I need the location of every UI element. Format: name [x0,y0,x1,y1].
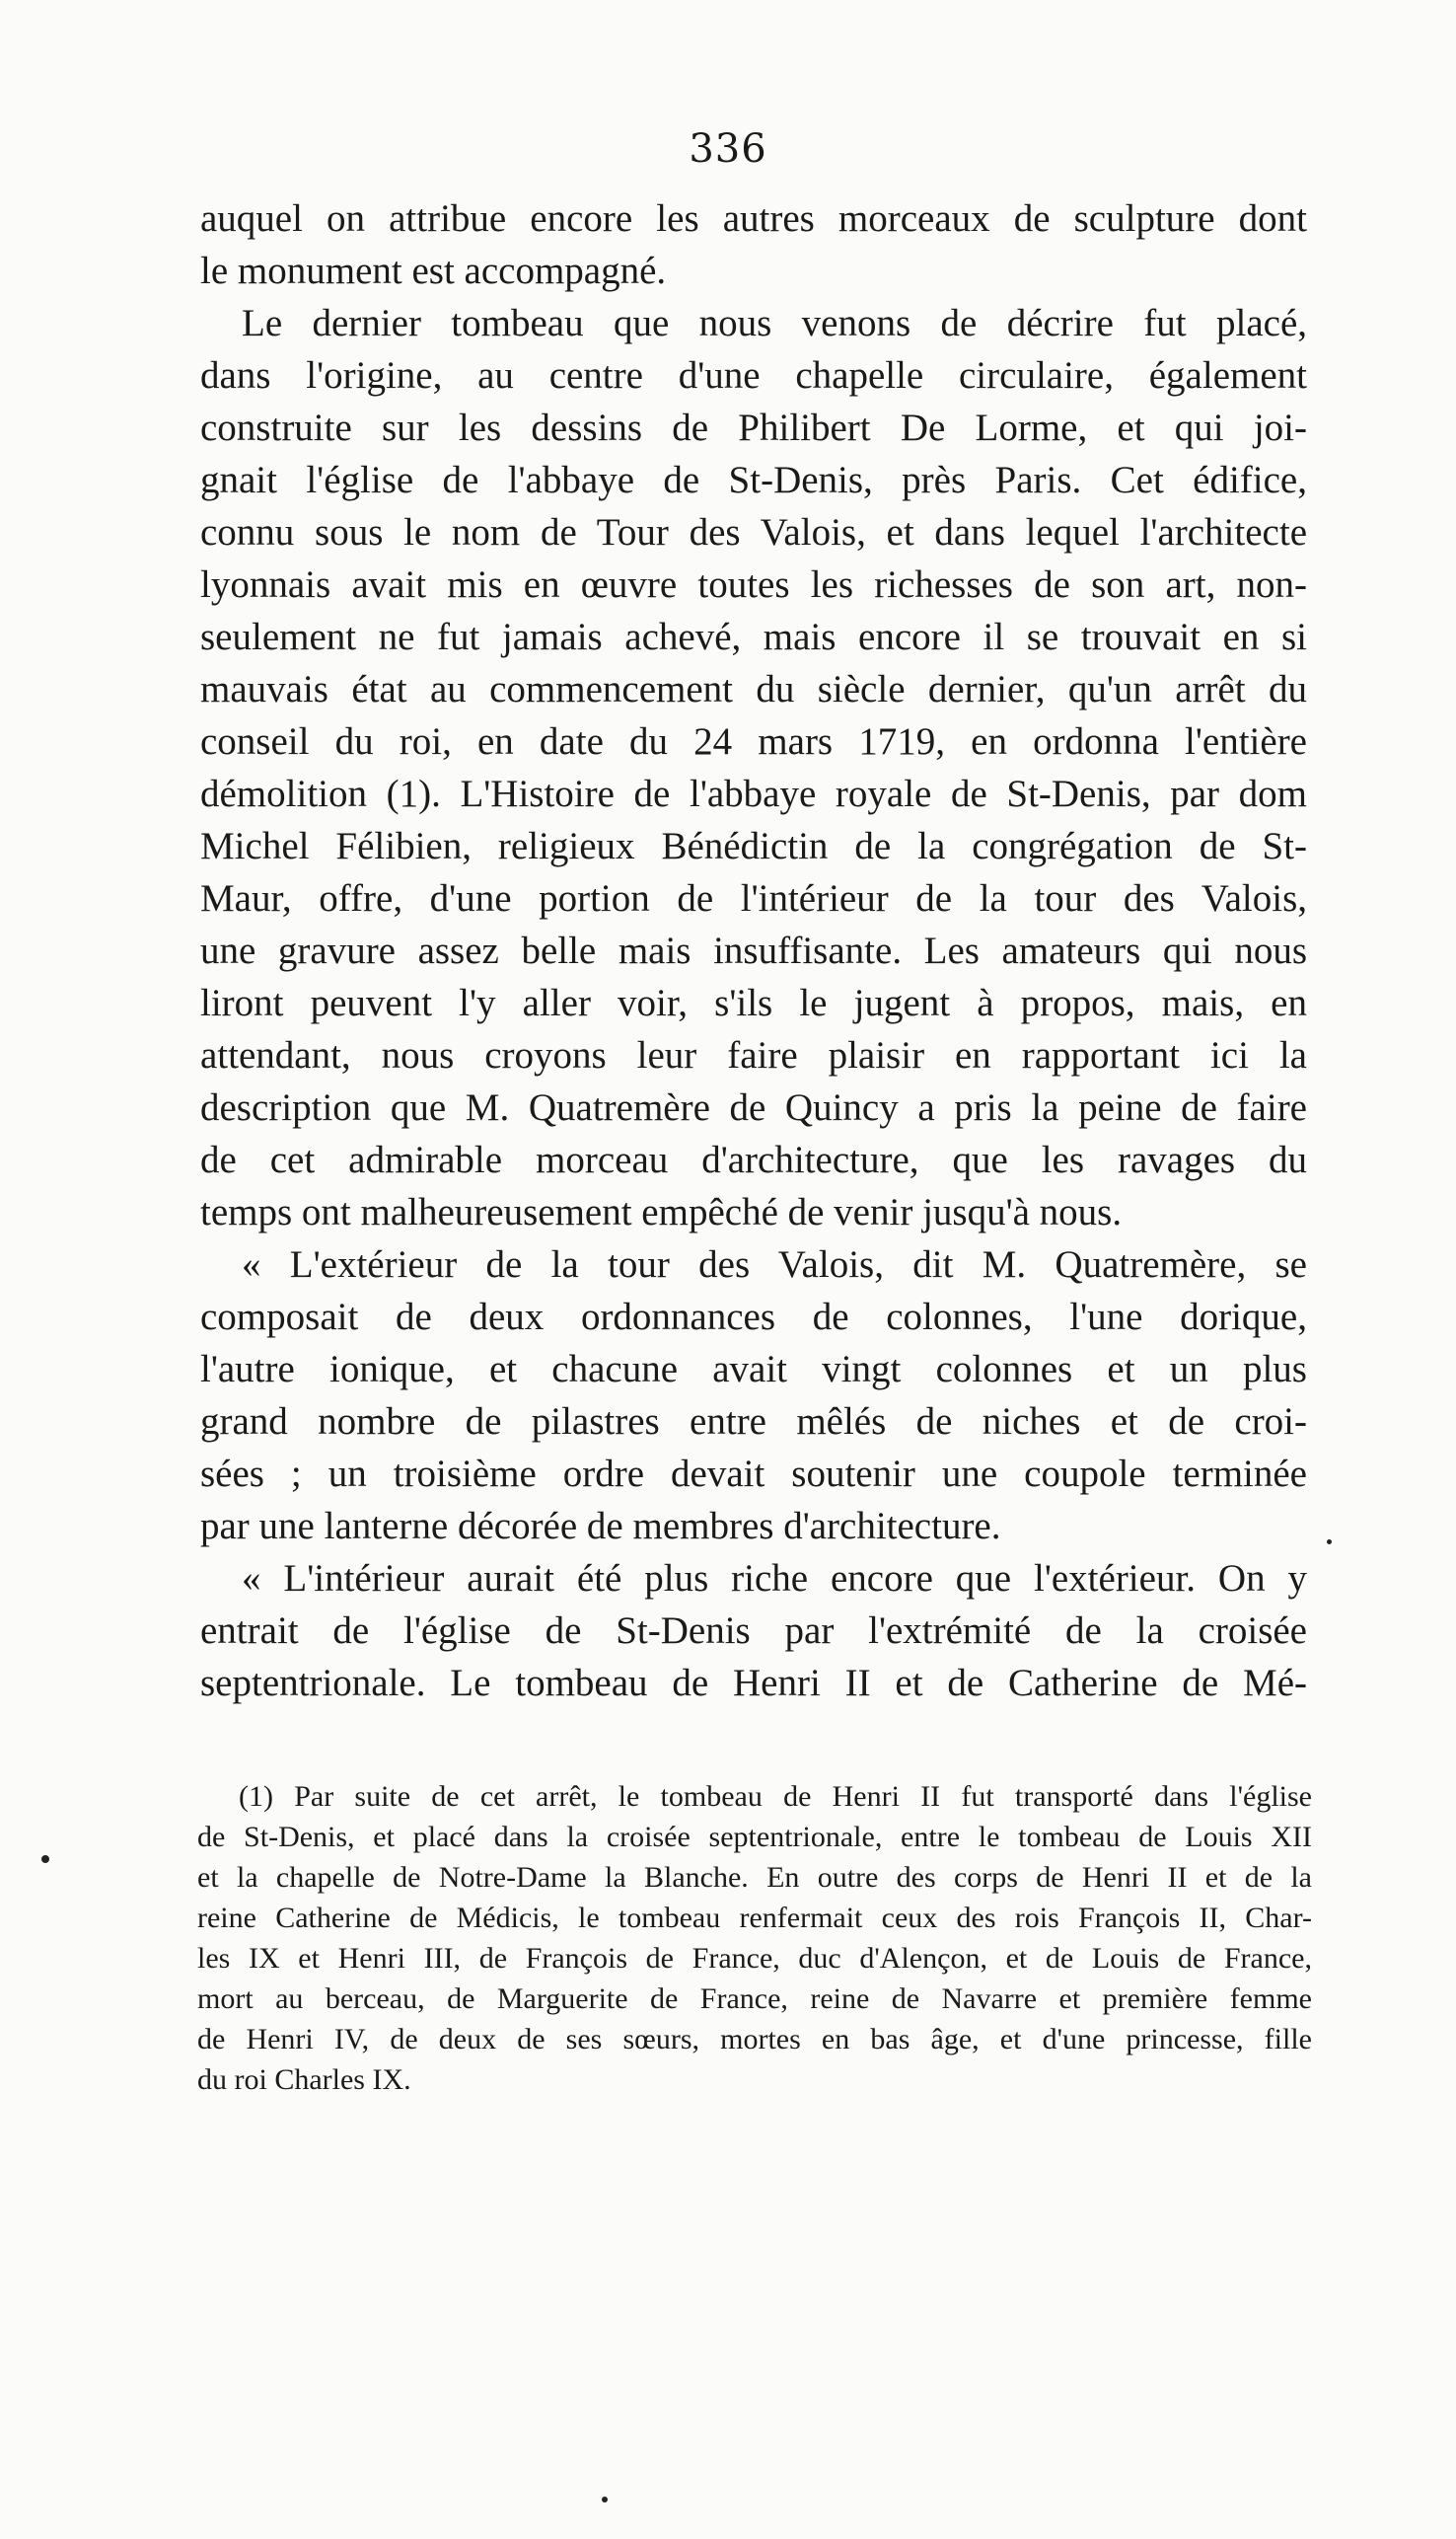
page-number: 336 [689,126,767,172]
text-line: auquel on attribue encore les autres morceaux de sculpture dont [200,197,1307,240]
footnote [197,1776,1312,2100]
text-line: mauvais état au commencement du siècle dernier, qu'un arrêt du [200,668,1307,710]
body-text [200,192,1307,1709]
text-line: démolition (1). L'Histoire de l'abbaye royale de St-Denis, par dom [200,773,1307,815]
text-line: l'autre ionique, et chacune avait vingt colonnes et un plus [200,1348,1307,1390]
text-line: seulement ne fut jamais achevé, mais encore il se trouvait en si [200,616,1307,658]
text-line: entrait de l'église de St-Denis par l'extrémité de la croisée [200,1609,1307,1652]
text-line: Le dernier tombeau que nous venons de décrire fut placé, [242,302,1307,344]
footnote-line: de St-Denis, et placé dans la croisée septentrionale, entre le tombeau de Louis XII [197,1821,1312,1853]
text-line: description que M. Quatremère de Quincy a pris la peine de faire [200,1086,1307,1129]
text-line: par une lanterne décorée de membres d'architecture. [200,1505,1001,1547]
text-line: connu sous le nom de Tour des Valois, et dans lequel l'architecte [200,511,1307,554]
ink-speck [1327,1539,1332,1544]
text-line: sées ; un troisième ordre devait soutenir une coupole terminée [200,1453,1307,1495]
footnote-line: reine Catherine de Médicis, le tombeau renfermait ceux des rois François II, Char- [197,1902,1312,1934]
text-line: lyonnais avait mis en œuvre toutes les richesses de son art, non- [200,563,1307,606]
text-line: composait de deux ordonnances de colonnes, l'une dorique, [200,1296,1307,1338]
text-line: attendant, nous croyons leur faire plaisir en rapportant ici la [200,1034,1307,1077]
ink-speck [41,1855,49,1863]
text-line: « L'extérieur de la tour des Valois, dit M. Quatremère, se [242,1243,1307,1286]
text-line: septentrionale. Le tombeau de Henri II et de Catherine de Mé- [200,1662,1307,1704]
footnote-line: (1) Par suite de cet arrêt, le tombeau de Henri II fut transporté dans l'église [239,1780,1312,1813]
footnote-line: mort au berceau, de Marguerite de France, reine de Navarre et première femme [197,1982,1312,2015]
footnote-line: les IX et Henri III, de François de France, duc d'Alençon, et de Louis de France, [197,1942,1312,1975]
text-line: « L'intérieur aurait été plus riche encore que l'extérieur. On y [242,1557,1307,1600]
text-line: liront peuvent l'y aller voir, s'ils le jugent à propos, mais, en [200,982,1307,1024]
ink-speck [602,2497,608,2502]
text-line: temps ont malheureusement empêché de venir jusqu'à nous. [200,1191,1123,1233]
footnote-line: de Henri IV, de deux de ses sœurs, mortes en bas âge, et d'une princesse, fille [197,2023,1312,2055]
text-line: le monument est accompagné. [200,250,667,292]
text-line: construite sur les dessins de Philibert De Lorme, et qui joi- [200,407,1307,449]
text-line: une gravure assez belle mais insuffisante. Les amateurs qui nous [200,930,1307,972]
text-line: dans l'origine, au centre d'une chapelle circulaire, également [200,354,1307,397]
text-line: Michel Félibien, religieux Bénédictin de la congrégation de St- [200,825,1307,867]
footnote-line: du roi Charles IX. [197,2063,411,2096]
footnote-line: et la chapelle de Notre-Dame la Blanche. En outre des corps de Henri II et de la [197,1861,1312,1894]
text-line: gnait l'église de l'abbaye de St-Denis, près Paris. Cet édifice, [200,459,1307,501]
text-line: de cet admirable morceau d'architecture, que les ravages du [200,1139,1307,1181]
text-line: Maur, offre, d'une portion de l'intérieur de la tour des Valois, [200,877,1307,920]
text-line: grand nombre de pilastres entre mêlés de niches et de croi- [200,1400,1307,1443]
text-line: conseil du roi, en date du 24 mars 1719, en ordonna l'entière [200,720,1307,763]
